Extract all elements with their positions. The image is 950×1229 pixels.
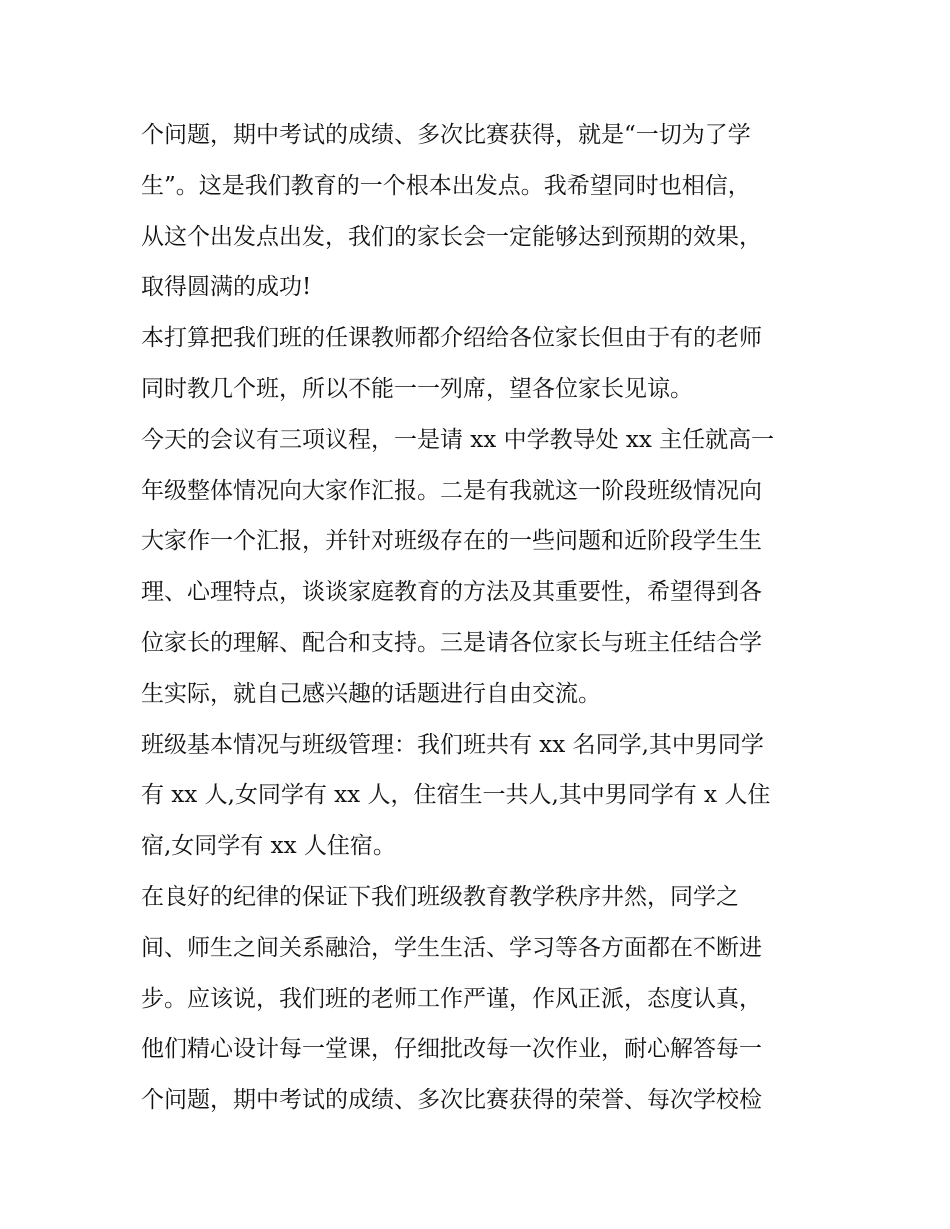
text-line: 在良好的纪律的保证下我们班级教育教学秩序井然，同学之 bbox=[141, 883, 739, 910]
text-line: 间、师生之间关系融洽，学生生活、学习等各方面都在不断进 bbox=[141, 934, 762, 961]
text-line: 个问题，期中考试的成绩、多次比赛获得，就是“一切为了学 bbox=[141, 122, 751, 148]
text-line: 年级整体情况向大家作汇报。二是有我就这一阶段班级情况向 bbox=[141, 477, 762, 504]
text-line: 大家作一个汇报，并针对班级存在的一些问题和近阶段学生生 bbox=[141, 528, 762, 555]
text-line: 本打算把我们班的任课教师都介绍给各位家长但由于有的老师 bbox=[141, 325, 762, 352]
text-line: 生”。这是我们教育的一个根本出发点。我希望同时也相信， bbox=[141, 172, 751, 199]
text-line: 从这个出发点出发，我们的家长会一定能够达到预期的效果， bbox=[141, 223, 762, 250]
text-line: 理、心理特点，谈谈家庭教育的方法及其重要性，希望得到各 bbox=[141, 579, 762, 606]
text-line: 生实际，就自己感兴趣的话题进行自由交流。 bbox=[141, 680, 601, 707]
document-body bbox=[141, 110, 821, 1126]
text-line: 有 xx 人,女同学有 xx 人，住宿生一共人,其中男同学有 x 人住 bbox=[141, 782, 771, 809]
text-line: 班级基本情况与班级管理：我们班共有 xx 名同学,其中男同学 bbox=[141, 731, 764, 758]
text-line: 取得圆满的成功! bbox=[141, 274, 312, 301]
text-line: 个问题，期中考试的成绩、多次比赛获得的荣誉、每次学校检 bbox=[141, 1087, 762, 1114]
text-line: 今天的会议有三项议程，一是请 xx 中学教导处 xx 主任就高一 bbox=[141, 426, 775, 453]
text-line: 步。应该说，我们班的老师工作严谨，作风正派，态度认真， bbox=[141, 985, 762, 1012]
text-line: 他们精心设计每一堂课，仔细批改每一次作业，耐心解答每一 bbox=[141, 1036, 762, 1063]
text-line: 宿,女同学有 xx 人住宿。 bbox=[141, 833, 396, 860]
text-line: 同时教几个班，所以不能一一列席，望各位家长见谅。 bbox=[141, 375, 693, 402]
text-line: 位家长的理解、配合和支持。三是请各位家长与班主任结合学 bbox=[141, 629, 762, 656]
